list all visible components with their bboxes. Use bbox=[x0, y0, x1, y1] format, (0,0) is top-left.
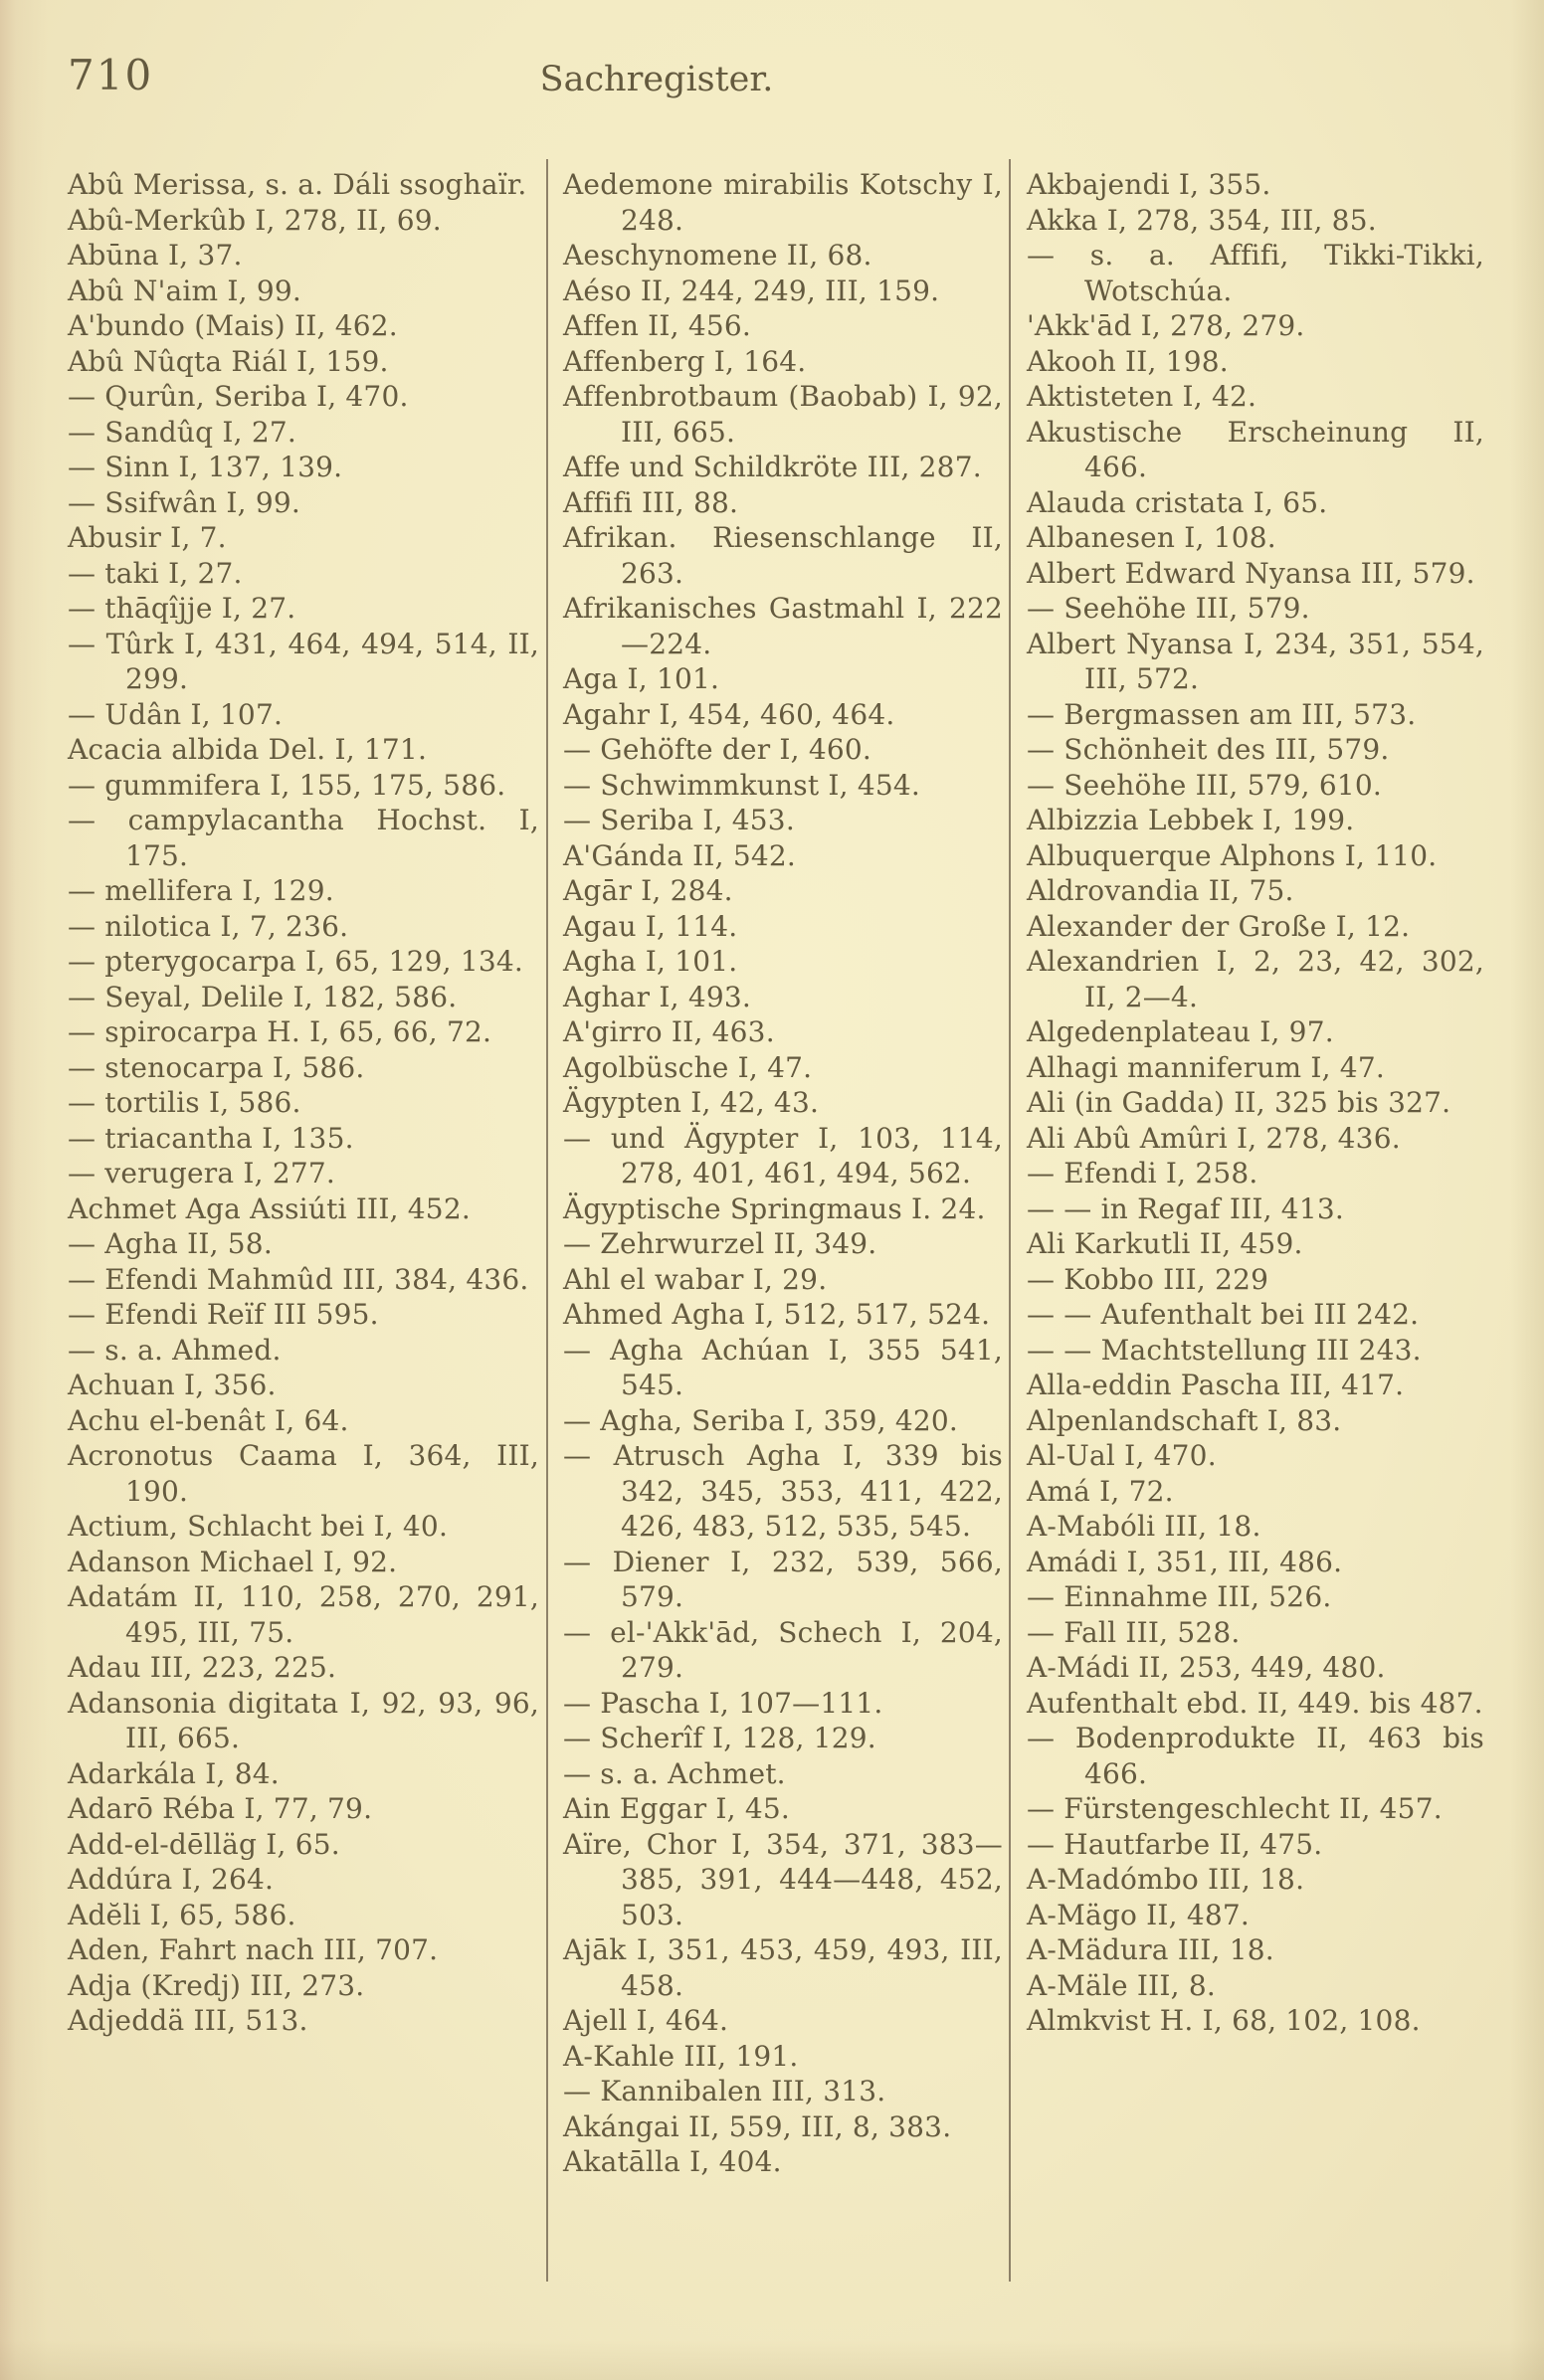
index-column-2 bbox=[563, 167, 1003, 2180]
index-entry: A'bundo (Mais) II, 462. bbox=[68, 309, 398, 342]
index-entry: — stenocarpa I, 586. bbox=[68, 1050, 365, 1084]
index-entry: — Efendi I, 258. bbox=[1027, 1157, 1258, 1190]
index-entry: — Seehöhe III, 579, 610. bbox=[1027, 768, 1382, 802]
index-entry: Ali (in Gadda) II, 325 bis 327. bbox=[1027, 1086, 1451, 1119]
index-entry: Affenbrotbaum (Baobab) I, 92, III, 665. bbox=[563, 380, 1003, 449]
index-entry: Akooh II, 198. bbox=[1027, 344, 1229, 378]
index-entry: — Bergmassen am III, 573. bbox=[1027, 697, 1417, 731]
index-entry: Aden, Fahrt nach III, 707. bbox=[68, 1933, 439, 1966]
index-entry: Actium, Schlacht bei I, 40. bbox=[68, 1510, 449, 1543]
index-entry: Abusir I, 7. bbox=[68, 521, 227, 554]
index-entry: — triacantha I, 135. bbox=[68, 1121, 354, 1155]
index-entry: — Einnahme III, 526. bbox=[1027, 1580, 1332, 1613]
index-entry: Abû N'aim I, 99. bbox=[68, 274, 301, 307]
index-entry: Adĕli I, 65, 586. bbox=[68, 1898, 296, 1931]
index-entry: Achuan I, 356. bbox=[68, 1369, 277, 1401]
index-entry: A-Mádi II, 253, 449, 480. bbox=[1027, 1651, 1386, 1684]
index-entry: — mellifera I, 129. bbox=[68, 874, 334, 907]
index-entry: Adjeddä III, 513. bbox=[68, 2004, 308, 2037]
index-entry: — taki I, 27. bbox=[68, 556, 243, 590]
index-entry: — Agha Achúan I, 355 541, 545. bbox=[563, 1333, 1003, 1401]
index-entry: Ajell I, 464. bbox=[563, 2004, 729, 2037]
index-entry: — tortilis I, 586. bbox=[68, 1086, 301, 1119]
index-entry: Abû Nûqta Riál I, 159. bbox=[68, 344, 389, 378]
index-entry: — Gehöfte der I, 460. bbox=[563, 733, 871, 766]
index-entry: Aedemone mirabilis Kotschy I, 248. bbox=[563, 168, 1003, 237]
index-entry: Adarō Réba I, 77, 79. bbox=[68, 1792, 373, 1825]
index-entry: Ahl el wabar I, 29. bbox=[563, 1262, 828, 1296]
index-entry: — s. a. Ahmed. bbox=[68, 1333, 282, 1367]
index-entry: Achu el-benât I, 64. bbox=[68, 1403, 349, 1437]
page-title: Sachregister. bbox=[539, 60, 774, 99]
index-entry: Ägypten I, 42, 43. bbox=[563, 1086, 820, 1119]
index-entry: Aga I, 101. bbox=[563, 662, 720, 695]
index-entry: Ali Karkutli II, 459. bbox=[1027, 1227, 1303, 1260]
index-entry: — Fürstengeschlecht II, 457. bbox=[1027, 1792, 1443, 1825]
index-entry: — Zehrwurzel II, 349. bbox=[563, 1227, 877, 1260]
index-entry: Agau I, 114. bbox=[563, 909, 738, 943]
index-entry: — Fall III, 528. bbox=[1027, 1615, 1241, 1649]
index-entry: Albuquerque Alphons I, 110. bbox=[1027, 838, 1438, 872]
index-entry: Ägyptische Springmaus I. 24. bbox=[563, 1191, 986, 1225]
index-entry: Abû-Merkûb I, 278, II, 69. bbox=[68, 203, 442, 237]
index-entry: — Schönheit des III, 579. bbox=[1027, 733, 1390, 766]
index-entry: Alexandrien I, 2, 23, 42, 302, II, 2—4. bbox=[1027, 945, 1484, 1013]
index-entry: Adatám II, 110, 258, 270, 291, 495, III, 75. bbox=[68, 1580, 539, 1649]
index-entry: Adarkála I, 84. bbox=[68, 1756, 280, 1790]
index-entry: A'Gánda II, 542. bbox=[563, 838, 796, 872]
index-entry: — Efendi Mahmûd III, 384, 436. bbox=[68, 1262, 529, 1296]
index-entry: Agahr I, 454, 460, 464. bbox=[563, 697, 895, 731]
index-entry: — pterygocarpa I, 65, 129, 134. bbox=[68, 945, 523, 978]
index-entry: — Qurûn, Seriba I, 470. bbox=[68, 380, 409, 413]
index-entry: — und Ägypter I, 103, 114, 278, 401, 461, 494, 562. bbox=[563, 1121, 1003, 1190]
index-entry: Ain Eggar I, 45. bbox=[563, 1792, 790, 1825]
index-entry: Akka I, 278, 354, III, 85. bbox=[1027, 203, 1377, 237]
index-entry: Agolbüsche I, 47. bbox=[563, 1050, 813, 1084]
index-entry: — el-'Akk'ād, Schech I, 204, 279. bbox=[563, 1615, 1003, 1684]
index-entry: Akatālla I, 404. bbox=[563, 2145, 782, 2178]
index-entry: — Schwimmkunst I, 454. bbox=[563, 768, 920, 802]
column-divider bbox=[1009, 159, 1011, 2282]
index-entry: Alla-eddin Pascha III, 417. bbox=[1027, 1369, 1405, 1401]
index-entry: — verugera I, 277. bbox=[68, 1157, 335, 1190]
index-entry: Achmet Aga Assiúti III, 452. bbox=[68, 1191, 471, 1225]
index-entry: — Bodenprodukte II, 463 bis 466. bbox=[1027, 1722, 1484, 1790]
index-entry: Abūna I, 37. bbox=[68, 239, 243, 272]
index-entry: Afrikan. Riesenschlange II, 263. bbox=[563, 521, 1003, 590]
index-entry: Akángai II, 559, III, 8, 383. bbox=[563, 2109, 952, 2143]
index-entry: A'girro II, 463. bbox=[563, 1015, 775, 1048]
index-entry: — Scherîf I, 128, 129. bbox=[563, 1722, 876, 1754]
index-entry: Akustische Erscheinung II, 466. bbox=[1027, 415, 1484, 483]
index-entry: Alhagi manniferum I, 47. bbox=[1027, 1050, 1385, 1084]
index-entry: Aéso II, 244, 249, III, 159. bbox=[563, 274, 940, 307]
index-entry: — Kobbo III, 229 bbox=[1027, 1262, 1269, 1296]
index-entry: Agār I, 284. bbox=[563, 874, 733, 907]
index-entry: Amádi I, 351, III, 486. bbox=[1027, 1545, 1343, 1578]
index-entry: Affenberg I, 164. bbox=[563, 344, 807, 378]
index-entry: — Hautfarbe II, 475. bbox=[1027, 1827, 1323, 1861]
index-entry: Almkvist H. I, 68, 102, 108. bbox=[1027, 2004, 1421, 2037]
index-entry: — Seyal, Delile I, 182, 586. bbox=[68, 980, 458, 1013]
index-column-3 bbox=[1027, 167, 1484, 2039]
index-entry: — Sandûq I, 27. bbox=[68, 415, 296, 449]
index-entry: Affen II, 456. bbox=[563, 309, 752, 342]
index-entry: — Atrusch Agha I, 339 bis 342, 345, 353, 411, 422, 426, 483, 512, 535, 545. bbox=[563, 1439, 1003, 1543]
index-entry: — Kannibalen III, 313. bbox=[563, 2075, 886, 2107]
index-entry: A-Madómbo III, 18. bbox=[1027, 1863, 1305, 1896]
index-entry: 'Akk'ād I, 278, 279. bbox=[1027, 309, 1305, 342]
index-entry: Abû Merissa, s. a. Dáli ssoghaïr. bbox=[68, 168, 527, 201]
index-entry: Addúra I, 264. bbox=[68, 1863, 275, 1896]
index-entry: Al-Ual I, 470. bbox=[1027, 1439, 1217, 1472]
index-entry: Adau III, 223, 225. bbox=[68, 1651, 337, 1684]
index-entry: Adansonia digitata I, 92, 93, 96, III, 665. bbox=[68, 1686, 539, 1754]
index-entry: Adanson Michael I, 92. bbox=[68, 1545, 398, 1578]
index-entry: Affe und Schildkröte III, 287. bbox=[563, 451, 982, 483]
index-entry: — Udân I, 107. bbox=[68, 697, 284, 731]
index-entry: Aktisteten I, 42. bbox=[1027, 380, 1257, 413]
index-entry: Alauda cristata I, 65. bbox=[1027, 485, 1328, 519]
column-divider bbox=[546, 159, 548, 2282]
index-entry: — — Machtstellung III 243. bbox=[1027, 1333, 1422, 1367]
index-entry: — campylacantha Hochst. I, 175. bbox=[68, 804, 539, 872]
index-column-1 bbox=[68, 167, 539, 2039]
index-entry: — gummifera I, 155, 175, 586. bbox=[68, 768, 506, 802]
index-entry: Amá I, 72. bbox=[1027, 1474, 1174, 1508]
index-entry: — Tûrk I, 431, 464, 494, 514, II, 299. bbox=[68, 627, 539, 695]
index-entry: Affifi III, 88. bbox=[563, 485, 739, 519]
index-entry: — s. a. Achmet. bbox=[563, 1756, 786, 1790]
index-entry: Alpenlandschaft I, 83. bbox=[1027, 1403, 1342, 1437]
index-entry: Albanesen I, 108. bbox=[1027, 521, 1276, 554]
index-entry: A-Mabóli III, 18. bbox=[1027, 1510, 1261, 1543]
index-entry: — Pascha I, 107—111. bbox=[563, 1686, 883, 1720]
index-entry: Acronotus Caama I, 364, III, 190. bbox=[68, 1439, 539, 1508]
index-entry: Afrikanisches Gastmahl I, 222—224. bbox=[563, 592, 1003, 660]
index-entry: Ajāk I, 351, 453, 459, 493, III, 458. bbox=[563, 1933, 1003, 2002]
index-entry: Aghar I, 493. bbox=[563, 980, 751, 1013]
index-entry: Aldrovandia II, 75. bbox=[1027, 874, 1294, 907]
index-entry: Aufenthalt ebd. II, 449. bis 487. bbox=[1027, 1686, 1483, 1720]
index-entry: — nilotica I, 7, 236. bbox=[68, 909, 349, 943]
index-entry: — spirocarpa H. I, 65, 66, 72. bbox=[68, 1015, 492, 1048]
index-entry: — Ssifwân I, 99. bbox=[68, 485, 300, 519]
index-entry: Acacia albida Del. I, 171. bbox=[68, 733, 428, 766]
index-entry: Adja (Kredj) III, 273. bbox=[68, 1968, 365, 2002]
index-entry: Akbajendi I, 355. bbox=[1027, 168, 1271, 201]
index-entry: — — Aufenthalt bei III 242. bbox=[1027, 1298, 1420, 1331]
index-entry: A-Mäle III, 8. bbox=[1027, 1968, 1216, 2002]
index-entry: Alexander der Große I, 12. bbox=[1027, 909, 1411, 943]
index-entry: — Efendi Reïf III 595. bbox=[68, 1298, 379, 1331]
index-entry: Albert Edward Nyansa III, 579. bbox=[1027, 556, 1475, 590]
index-entry: Albert Nyansa I, 234, 351, 554, III, 572. bbox=[1027, 627, 1484, 695]
index-entry: — Agha II, 58. bbox=[68, 1227, 273, 1260]
index-entry: Agha I, 101. bbox=[563, 945, 738, 978]
index-entry: — Agha, Seriba I, 359, 420. bbox=[563, 1403, 959, 1437]
index-entry: A-Kahle III, 191. bbox=[563, 2039, 799, 2073]
index-entry: Algedenplateau I, 97. bbox=[1027, 1015, 1334, 1048]
index-entry: — Sinn I, 137, 139. bbox=[68, 451, 343, 483]
page-number: 710 bbox=[68, 51, 154, 99]
index-entry: Aeschynomene II, 68. bbox=[563, 239, 872, 272]
index-entry: — Seehöhe III, 579. bbox=[1027, 592, 1310, 625]
index-entry: Aïre, Chor I, 354, 371, 383—385, 391, 444—448, 452, 503. bbox=[563, 1827, 1003, 1931]
index-entry: — Seriba I, 453. bbox=[563, 804, 795, 836]
index-entry: — thāqîjje I, 27. bbox=[68, 592, 296, 625]
index-entry: Add-el-dēlläg I, 65. bbox=[68, 1827, 340, 1861]
index-entry: A-Mägo II, 487. bbox=[1027, 1898, 1250, 1931]
index-entry: — s. a. Affifi, Tikki-Tikki, Wotschúa. bbox=[1027, 239, 1484, 307]
index-entry: — Diener I, 232, 539, 566, 579. bbox=[563, 1545, 1003, 1613]
index-entry: A-Mädura III, 18. bbox=[1027, 1933, 1274, 1966]
index-entry: — — in Regaf III, 413. bbox=[1027, 1191, 1344, 1225]
index-entry: Albizzia Lebbek I, 199. bbox=[1027, 804, 1355, 836]
index-entry: Ali Abû Amûri I, 278, 436. bbox=[1027, 1121, 1401, 1155]
index-entry: Ahmed Agha I, 512, 517, 524. bbox=[563, 1298, 991, 1331]
